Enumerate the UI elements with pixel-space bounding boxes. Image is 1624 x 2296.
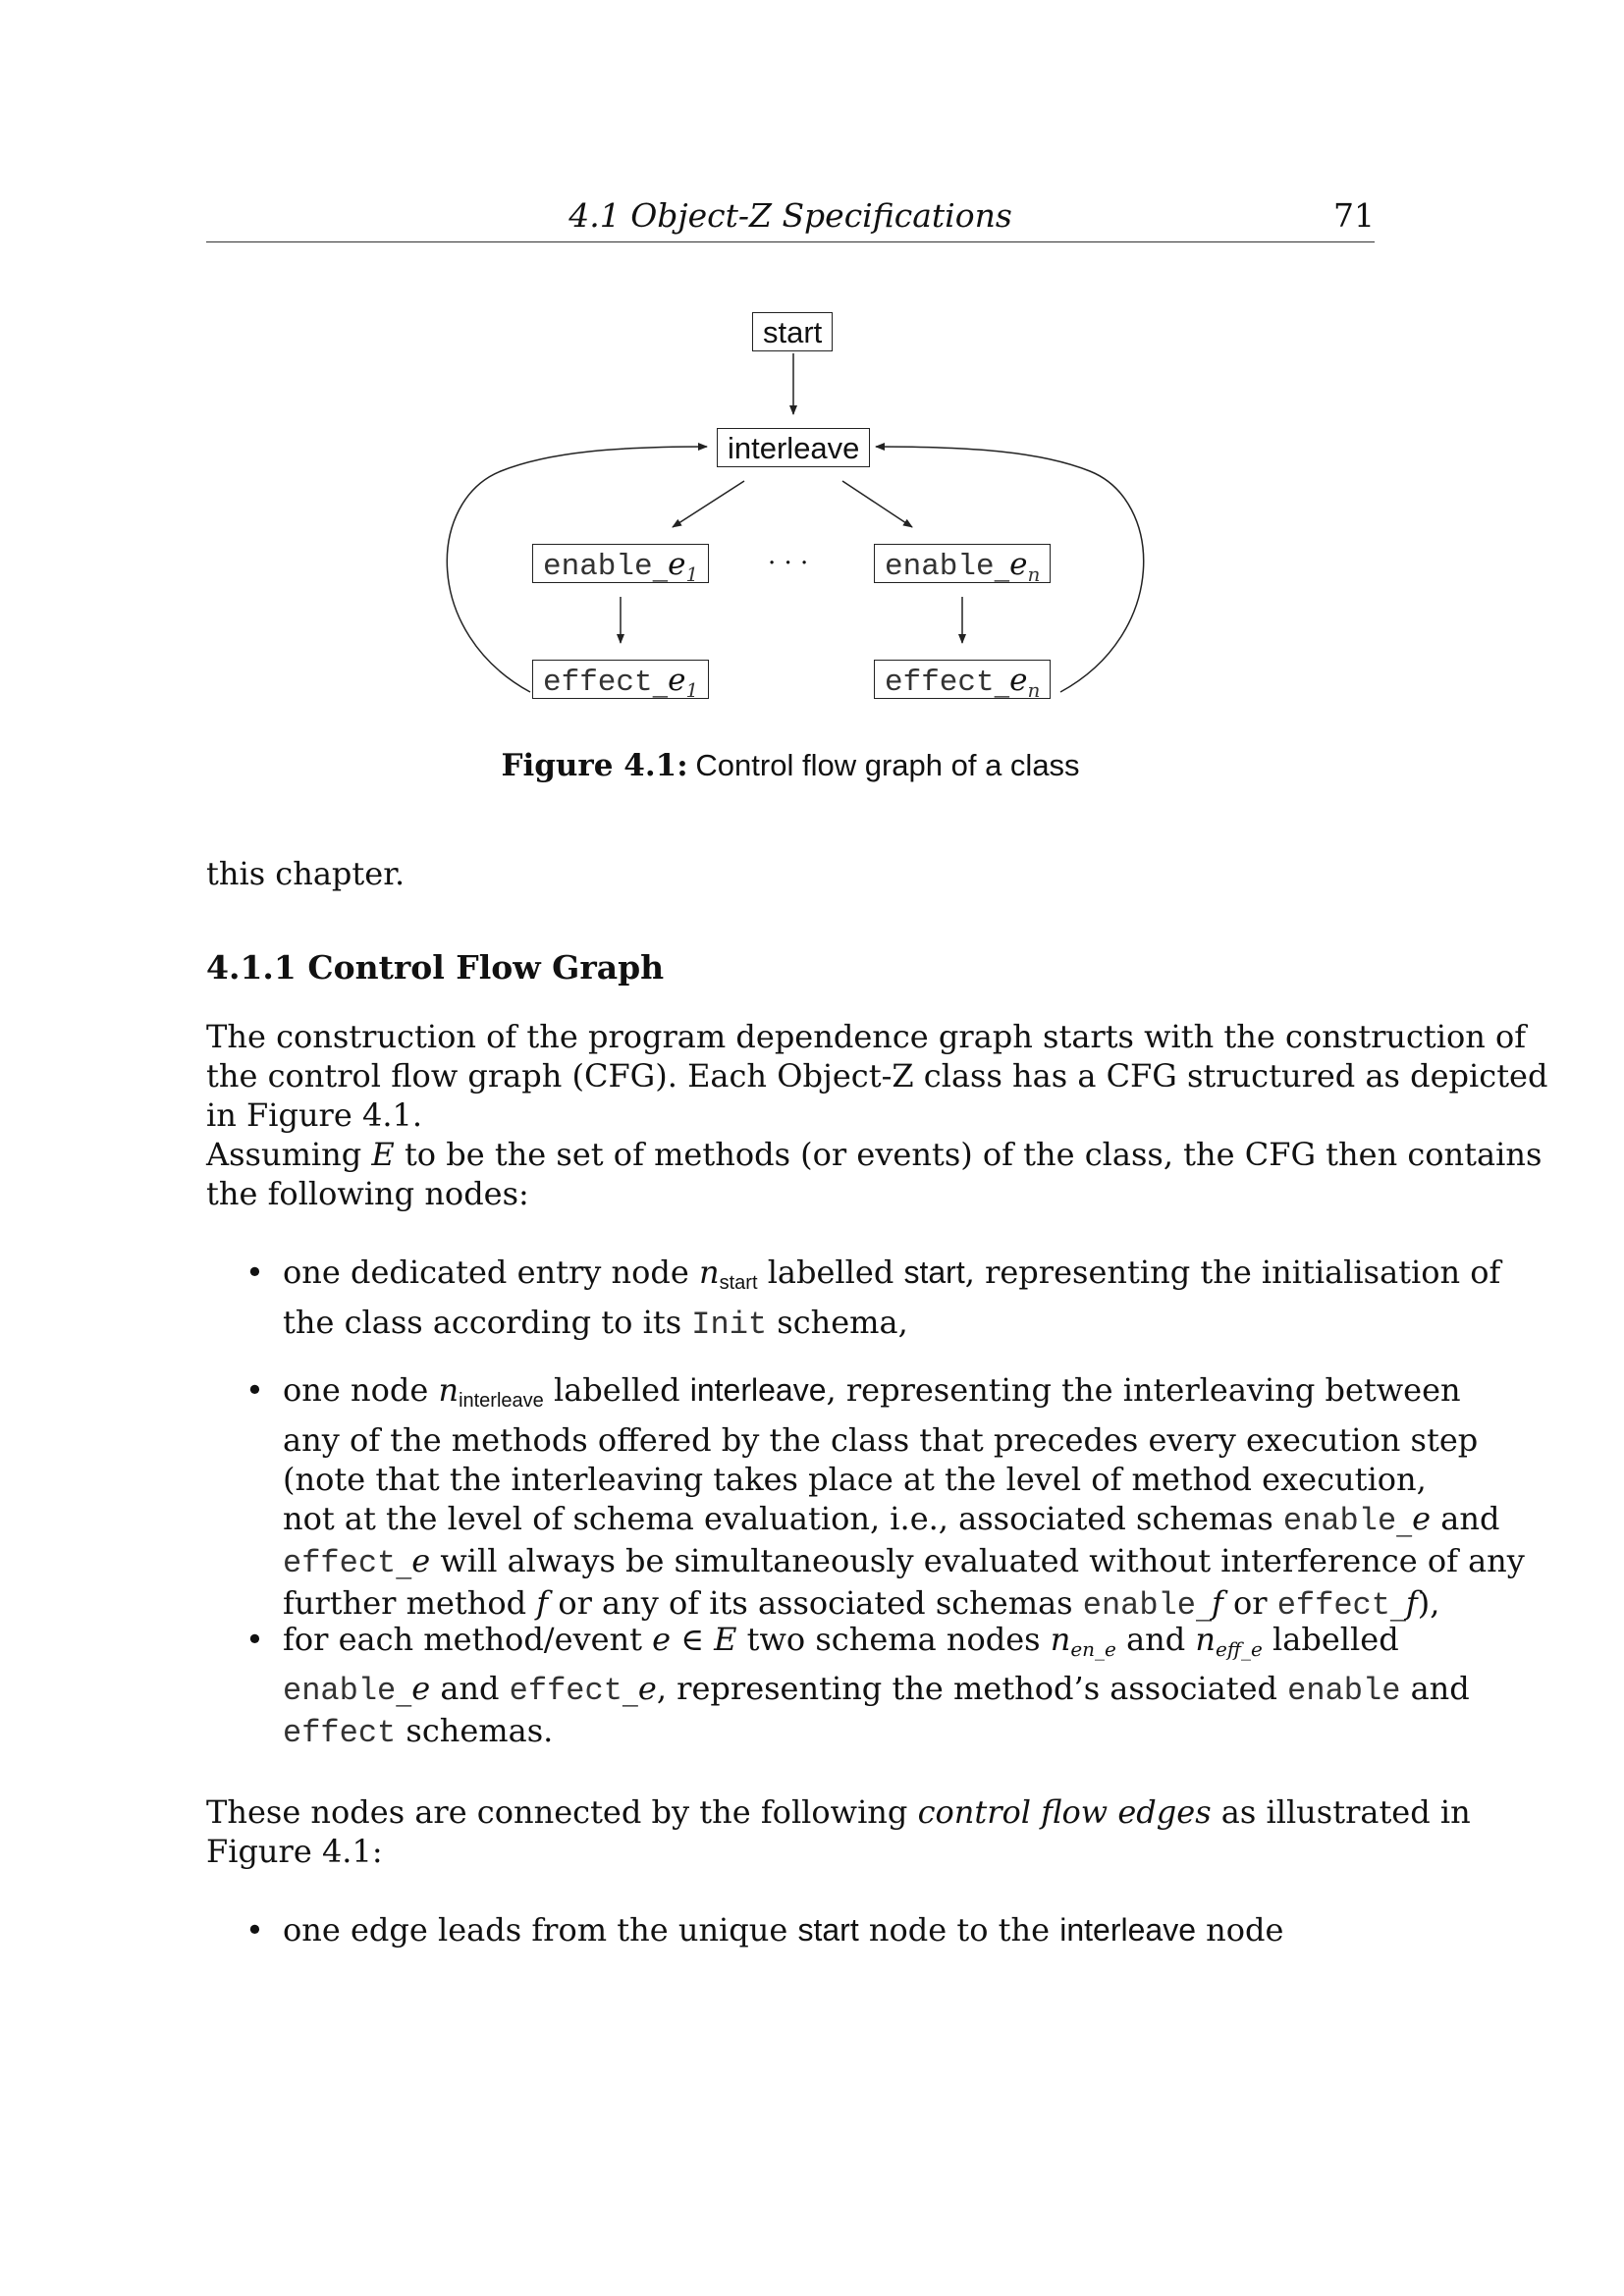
para3-line-1: These nodes are connected by the following control flow edges as illustrated in [206, 1793, 1471, 1831]
node-enable-en-label: enable [885, 550, 995, 584]
figure-edges [442, 304, 1149, 717]
node-interleave-label: interleave [728, 431, 860, 465]
node-interleave [717, 428, 870, 467]
para1-line-3: in Figure 4.1. [206, 1096, 423, 1134]
node-start [752, 312, 833, 351]
node-enable-en: $enable\_e_n$ [874, 544, 1051, 583]
paragraph-2 [206, 1135, 1543, 1213]
control-flow-graph-figure [442, 304, 1149, 717]
bullet-icon: • [245, 1621, 264, 1658]
bullet-icon: • [245, 1254, 264, 1291]
node-effect-e1-label: effect [543, 666, 653, 700]
intro-line: this chapter. [206, 855, 406, 892]
figure-caption [206, 748, 1375, 783]
bullet-icon: • [245, 1911, 264, 1949]
node-effect-en: $effect\_e_n$ [874, 660, 1051, 699]
bullet-icon: • [245, 1371, 264, 1409]
page: 4.1 Object-Z Specifications 71 start interleave $enable\_e_1$ · · · $enable\_e_n$ $effect\_e_1$ $effect\_e_n$ Figure 4.1: Control flow graph of a class this chapter. 4.1.1 Control Flow Graph The construction of the program dependence graph starts with the construction of the control flow graph (CFG). Each Object-Z class has a CFG structured as depicted in Figure 4.1. Assuming E to be the set of methods (or events) of the class, the CFG then contains the following nodes: • one dedicated entry node $n_{start}$ labelled start, representing the initialisation of the class according to its Init schema, • one node $n_{interleave}$ labelled interleave, representing the interleaving between any of the methods offered by the class that precedes every execution step (note that the interleaving takes place at the level of method execution, not at the level of schema evaluation, i.e., associated schemas enable_e and effect_e will always be simultaneously evaluated without interference of any further method f or any of its associated schemas enable_f or effect_f), • for each method/event e ∈ E two schema nodes nen_e and neff_e labelled enable_e and effect_e, representing the method’s associated enable and effect schemas. These nodes are connected by the following control flow edges as illustrated in Figure 4.1: • one edge leads from the unique start node to the interleave node [206, 196, 1548, 1949]
node-enable-e1-label: enable [543, 550, 653, 584]
para2-line-2: the following nodes: [206, 1175, 529, 1212]
para3-line-2: Figure 4.1: [206, 1833, 383, 1870]
node-start-label: start [763, 315, 823, 349]
node-enable-e1: $enable\_e_1$ [532, 544, 709, 583]
node-effect-en-label: effect [885, 666, 995, 700]
para2-line-1: Assuming E to be the set of methods (or events) of the class, the CFG then contains [206, 1136, 1543, 1173]
para1-line-2: the control flow graph (CFG). Each Object-Z class has a CFG structured as depicted [206, 1057, 1548, 1095]
paragraph-intro [206, 854, 1375, 893]
paragraph-3 [206, 1792, 1471, 1871]
node-effect-e1: $effect\_e_1$ [532, 660, 709, 699]
edge-interleave-enablen [842, 481, 912, 527]
para1-line-1: The construction of the program dependence graph starts with the construction of [206, 1018, 1527, 1055]
running-head [206, 194, 1375, 242]
page-number: 71 [1333, 196, 1375, 235]
paragraph-1 [206, 1017, 1548, 1135]
running-head-title: 4.1 Object-Z Specifications [568, 196, 1012, 235]
edge-interleave-enable1 [673, 481, 744, 527]
figure-caption-label: Figure 4.1: [501, 748, 688, 783]
figure-caption-text: Control flow graph of a class [695, 748, 1080, 782]
figure-ellipsis: · · · [768, 549, 809, 578]
section-heading: 4.1.1 Control Flow Graph [206, 948, 665, 987]
